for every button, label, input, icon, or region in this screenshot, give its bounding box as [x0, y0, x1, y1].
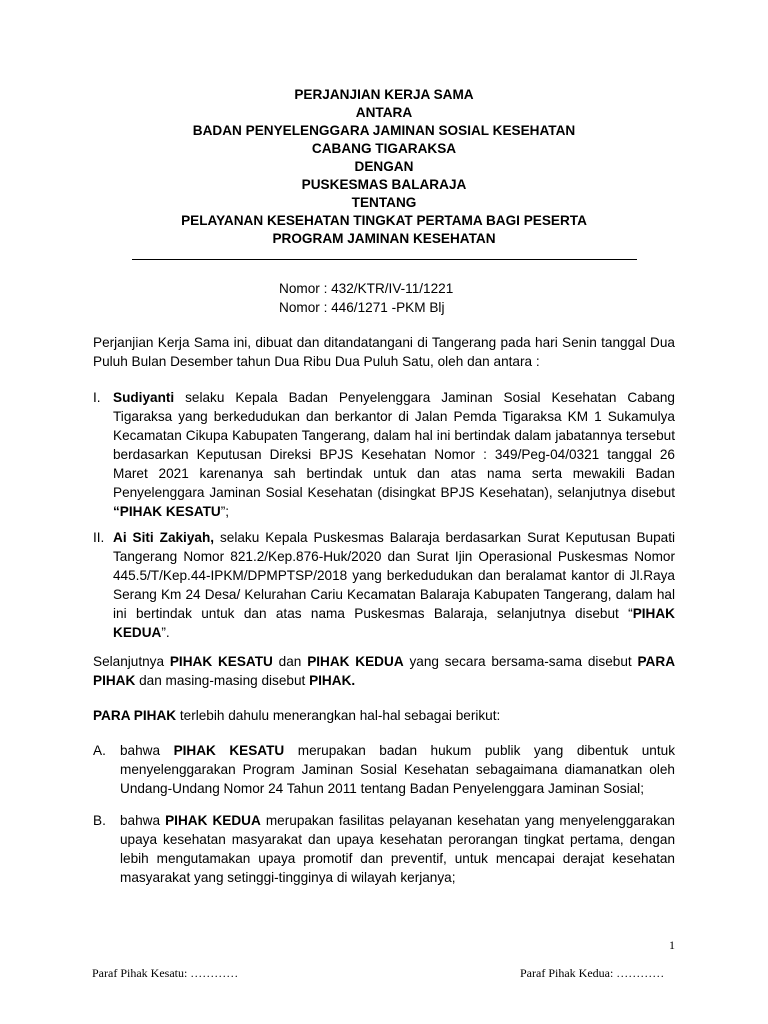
recital-a-text: [120, 741, 675, 798]
recital-b: [93, 811, 675, 887]
item-number: B.: [93, 813, 106, 828]
nomor-line: Nomor : 432/KTR/IV-11/1221: [279, 281, 454, 296]
recital-a: [93, 741, 675, 798]
nomor-line: Nomor : 446/1271 -PKM Blj: [279, 300, 445, 315]
recital-b-text: [120, 811, 675, 887]
item-number: A.: [93, 743, 106, 758]
bold-text: PARA PIHAK: [93, 708, 177, 723]
party-two-end: ”.: [161, 625, 170, 640]
page-number: 1: [669, 938, 675, 952]
parties-paragraph: [93, 652, 675, 690]
bold-text: PIHAK KESATU: [173, 743, 285, 758]
text: dan: [272, 654, 308, 669]
item-number: I.: [93, 390, 101, 405]
bold-text: PARA PIHAK: [93, 654, 676, 688]
footer-initial-party-one: Paraf Pihak Kesatu: …………: [92, 966, 239, 980]
intro-paragraph: Perjanjian Kerja Sama ini, dibuat dan ditandatangani di Tangerang pada hari Senin tanggal Dua Puluh Bulan Desember tahun Dua Ribu Dua Puluh Satu, oleh dan antara :: [93, 335, 675, 369]
title-line: DENGAN: [354, 159, 414, 174]
text: merupakan fasilitas pelayanan kesehatan yang menyelenggarakan upaya kesehatan masyarakat dan upaya kesehatan perorangan tingkat pertama, dengan lebih mengutamakan upaya promotif dan preventif, untuk mencapai derajat kesehatan masyarakat yang setinggi-tingginya di wilayah kerjanya;: [120, 813, 675, 885]
party-two-text: [113, 528, 675, 642]
para-pihak-paragraph: [93, 706, 675, 725]
text: merupakan badan hukum publik yang dibentuk untuk menyelenggarakan Program Jaminan Sosial Kesehatan sebagaimana diamanatkan oleh Undang-Undang Nomor 24 Tahun 2011 tentang Badan Penyelenggara Jaminan Sosial;: [120, 743, 675, 796]
party-one-description: selaku Kepala Badan Penyelenggara Jaminan Sosial Kesehatan Cabang Tigaraksa yang berkedudukan dan berkantor di Jalan Pemda Tigaraksa KM 1 Sukamulya Kecamatan Cikupa Kabupaten Tangerang, dalam hal ini bertindak dalam jabatannya tersebut berdasarkan Keputusan Direksi BPJS Kesehatan Nomor : 349/Peg-04/0321 tanggal 26 Maret 2021 karenanya sah bertindak untuk dan atas nama serta mewakili Badan Penyelenggara Jaminan Sosial Kesehatan (disingkat BPJS Kesehatan), selanjutnya disebut: [113, 390, 675, 500]
text: bahwa: [120, 743, 174, 758]
footer-initial-party-two: Paraf Pihak Kedua: …………: [520, 966, 665, 980]
text: bahwa: [120, 813, 166, 828]
title-line: PELAYANAN KESEHATAN TINGKAT PERTAMA BAGI PESERTA: [181, 213, 587, 228]
party-one-label: “PIHAK KESATU: [113, 504, 221, 519]
bold-text: PIHAK.: [309, 673, 356, 688]
party-two-label: PIHAK KEDUA: [113, 606, 675, 640]
document-numbers: [279, 279, 453, 317]
item-number: II.: [93, 530, 105, 545]
party-two-item: [93, 528, 675, 642]
party-one-name: Sudiyanti: [113, 390, 175, 405]
text: terlebih dahulu menerangkan hal-hal sebagai berikut:: [176, 708, 501, 723]
title-line: PROGRAM JAMINAN KESEHATAN: [272, 231, 496, 246]
bold-text: PIHAK KEDUA: [165, 813, 261, 828]
title-line: PUSKESMAS BALARAJA: [301, 177, 467, 192]
party-one-end: ”;: [220, 504, 230, 519]
bold-text: PIHAK KESATU: [169, 654, 273, 669]
party-two-description: selaku Kepala Puskesmas Balaraja berdasarkan Surat Keputusan Bupati Tangerang Nomor 821.2/Kep.876-Huk/2020 dan Surat Ijin Operasional Puskesmas Nomor 445.5/T/Kep.44-IPKM/DPMPTSP/2018 yang berkedudukan dan beralamat kantor di Jl.Raya Serang Km 24 Desa/ Kelurahan Cariu Kecamatan Balaraja Kabupaten Tangerang, dalam hal ini bertindak untuk dan atas nama Puskesmas Balaraja, selanjutnya disebut “: [113, 530, 675, 621]
title-line: PERJANJIAN KERJA SAMA: [294, 87, 474, 102]
title-line: CABANG TIGARAKSA: [311, 141, 457, 156]
party-one-item: [93, 388, 675, 521]
title-line: TENTANG: [351, 195, 417, 210]
party-one-text: [113, 388, 675, 521]
document-title: [0, 86, 768, 248]
text: Selanjutnya: [93, 654, 170, 669]
title-line: BADAN PENYELENGGARA JAMINAN SOSIAL KESEHATAN: [192, 123, 576, 138]
text: yang secara bersama-sama disebut: [403, 654, 638, 669]
bold-text: PIHAK KEDUA: [307, 654, 404, 669]
title-line: ANTARA: [355, 105, 413, 120]
text: dan masing-masing disebut: [135, 673, 310, 688]
party-two-name: Ai Siti Zakiyah,: [113, 530, 215, 545]
title-divider: [132, 259, 637, 260]
